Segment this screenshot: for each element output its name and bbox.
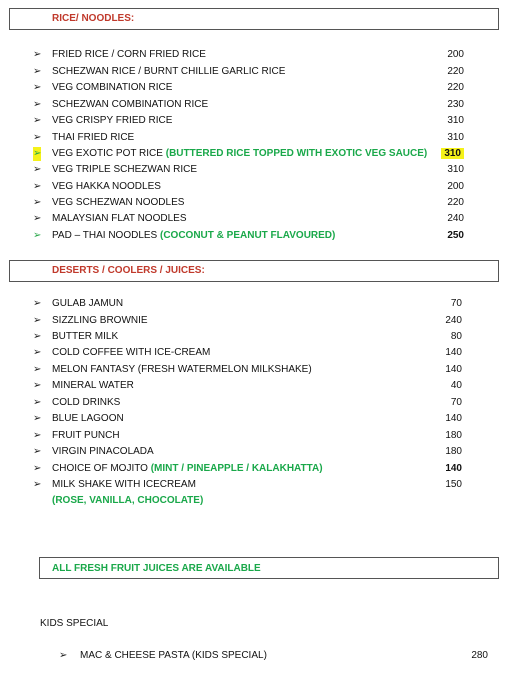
item-name: COLD DRINKS [52, 397, 121, 408]
item-price: 80 [450, 331, 462, 342]
arrow-bullet-icon: ➢ [33, 66, 42, 77]
item-name: COLD COFFEE WITH ICE-CREAM [52, 347, 211, 358]
list-item [0, 65, 518, 81]
item-price: 310 [447, 115, 464, 126]
list-item-highlighted [0, 147, 518, 163]
arrow-bullet-icon: ➢ [33, 463, 42, 474]
arrow-bullet-icon: ➢ [33, 397, 42, 408]
item-price: 140 [445, 463, 462, 474]
item-price: 310 [447, 164, 464, 175]
highlighted-price: 310 [441, 148, 464, 159]
list-item [0, 330, 518, 346]
arrow-bullet-icon: ➢ [33, 115, 42, 126]
list-item [0, 445, 518, 461]
item-name: PAD – THAI NOODLES [52, 230, 158, 241]
arrow-bullet-icon: ➢ [33, 82, 42, 93]
arrow-bullet-icon: ➢ [33, 446, 42, 457]
list-item [0, 379, 518, 395]
list-item [0, 363, 518, 379]
kids-special-title: KIDS SPECIAL [40, 618, 109, 629]
item-price: 240 [447, 213, 464, 224]
list-item [0, 462, 518, 478]
item-price: 140 [445, 413, 462, 424]
arrow-bullet-icon: ➢ [33, 331, 42, 342]
list-item [0, 346, 518, 362]
list-item [0, 48, 518, 64]
arrow-bullet-icon: ➢ [33, 164, 42, 175]
item-price: 180 [445, 430, 462, 441]
arrow-bullet-icon: ➢ [33, 380, 42, 391]
arrow-bullet-icon: ➢ [33, 347, 42, 358]
list-item [0, 163, 518, 179]
item-name: VEG CRISPY FRIED RICE [52, 115, 173, 126]
item-price: 220 [447, 197, 464, 208]
desserts-title: DESERTS / COOLERS / JUICES: [52, 265, 205, 276]
item-name: MILK SHAKE WITH ICECREAM [52, 479, 196, 490]
item-price: 220 [447, 66, 464, 77]
arrow-bullet-icon: ➢ [33, 181, 42, 192]
item-name: VEG HAKKA NOODLES [52, 181, 161, 192]
item-name: VEG TRIPLE SCHEZWAN RICE [52, 164, 198, 175]
arrow-bullet-icon: ➢ [33, 413, 42, 424]
item-name: MELON FANTASY (FRESH WATERMELON MILKSHAKE) [52, 364, 312, 375]
item-name: BLUE LAGOON [52, 413, 124, 424]
item-price: 310 [447, 132, 464, 143]
item-note: (MINT / PINEAPPLE / KALAKHATTA) [150, 463, 323, 474]
item-name: SCHEZWAN RICE / BURNT CHILLIE GARLIC RICE [52, 66, 286, 77]
item-price: 220 [447, 82, 464, 93]
arrow-bullet-icon: ➢ [59, 650, 68, 661]
item-name-with-note [52, 462, 323, 476]
arrow-bullet-icon: ➢ [33, 430, 42, 441]
item-price: 140 [445, 347, 462, 358]
item-name: BUTTER MILK [52, 331, 119, 342]
item-name: SCHEZWAN COMBINATION RICE [52, 99, 209, 110]
arrow-bullet-icon: ➢ [33, 197, 42, 208]
item-name: VEG EXOTIC POT RICE [52, 148, 163, 159]
list-item [0, 180, 518, 196]
item-name: CHOICE OF MOJITO [52, 463, 148, 474]
rice-noodles-title: RICE/ NOODLES: [52, 13, 135, 24]
rice-noodles-header-box [9, 8, 499, 30]
item-name: MAC & CHEESE PASTA (KIDS SPECIAL) [80, 650, 267, 661]
item-price: 280 [471, 650, 488, 661]
item-price: 140 [445, 364, 462, 375]
list-item [0, 114, 518, 130]
list-item [0, 314, 518, 330]
arrow-bullet-icon: ➢ [33, 298, 42, 309]
list-item [0, 412, 518, 428]
item-name: VEG COMBINATION RICE [52, 82, 173, 93]
arrow-bullet-icon: ➢ [33, 148, 42, 159]
list-item [0, 196, 518, 212]
item-name: MINERAL WATER [52, 380, 134, 391]
item-name-with-note [52, 229, 335, 243]
list-item [0, 478, 518, 494]
list-item [0, 396, 518, 412]
desserts-header-box [9, 260, 499, 282]
item-note: (BUTTERED RICE TOPPED WITH EXOTIC VEG SAUCE) [165, 148, 428, 159]
juices-banner-text: ALL FRESH FRUIT JUICES ARE AVAILABLE [52, 563, 261, 574]
item-name: FRIED RICE / CORN FRIED RICE [52, 49, 206, 60]
arrow-bullet-icon: ➢ [33, 132, 42, 143]
arrow-bullet-icon: ➢ [33, 213, 42, 224]
item-price: 250 [447, 230, 464, 241]
item-price: 180 [445, 446, 462, 457]
list-item [0, 131, 518, 147]
milkshake-flavours-note: (ROSE, VANILLA, CHOCOLATE) [52, 495, 204, 506]
item-name: VIRGIN PINACOLADA [52, 446, 154, 457]
list-item [0, 98, 518, 114]
arrow-bullet-icon: ➢ [33, 230, 42, 241]
list-item [0, 229, 518, 245]
item-name: SIZZLING BROWNIE [52, 315, 148, 326]
arrow-bullet-icon: ➢ [33, 364, 42, 375]
item-name: FRUIT PUNCH [52, 430, 120, 441]
item-name: VEG SCHEZWAN NOODLES [52, 197, 185, 208]
item-price: 70 [450, 298, 462, 309]
item-price: 200 [447, 49, 464, 60]
item-price: 150 [445, 479, 462, 490]
item-name: GULAB JAMUN [52, 298, 124, 309]
list-item [0, 212, 518, 228]
list-item [0, 297, 518, 313]
list-item [0, 429, 518, 445]
arrow-bullet-icon: ➢ [33, 49, 42, 60]
item-price: 200 [447, 181, 464, 192]
arrow-bullet-icon: ➢ [33, 315, 42, 326]
item-price: 70 [450, 397, 462, 408]
item-price: 40 [450, 380, 462, 391]
juices-banner-box [39, 557, 499, 579]
list-item-subnote [0, 494, 518, 510]
item-name: THAI FRIED RICE [52, 132, 135, 143]
item-price [424, 147, 464, 161]
list-item [0, 81, 518, 97]
item-price: 230 [447, 99, 464, 110]
arrow-bullet-icon: ➢ [33, 99, 42, 110]
item-note: (COCONUT & PEANUT FLAVOURED) [160, 230, 336, 241]
item-name-with-note [52, 147, 427, 161]
arrow-bullet-icon: ➢ [33, 479, 42, 490]
list-item [0, 649, 518, 665]
item-name: MALAYSIAN FLAT NOODLES [52, 213, 187, 224]
item-price: 240 [445, 315, 462, 326]
